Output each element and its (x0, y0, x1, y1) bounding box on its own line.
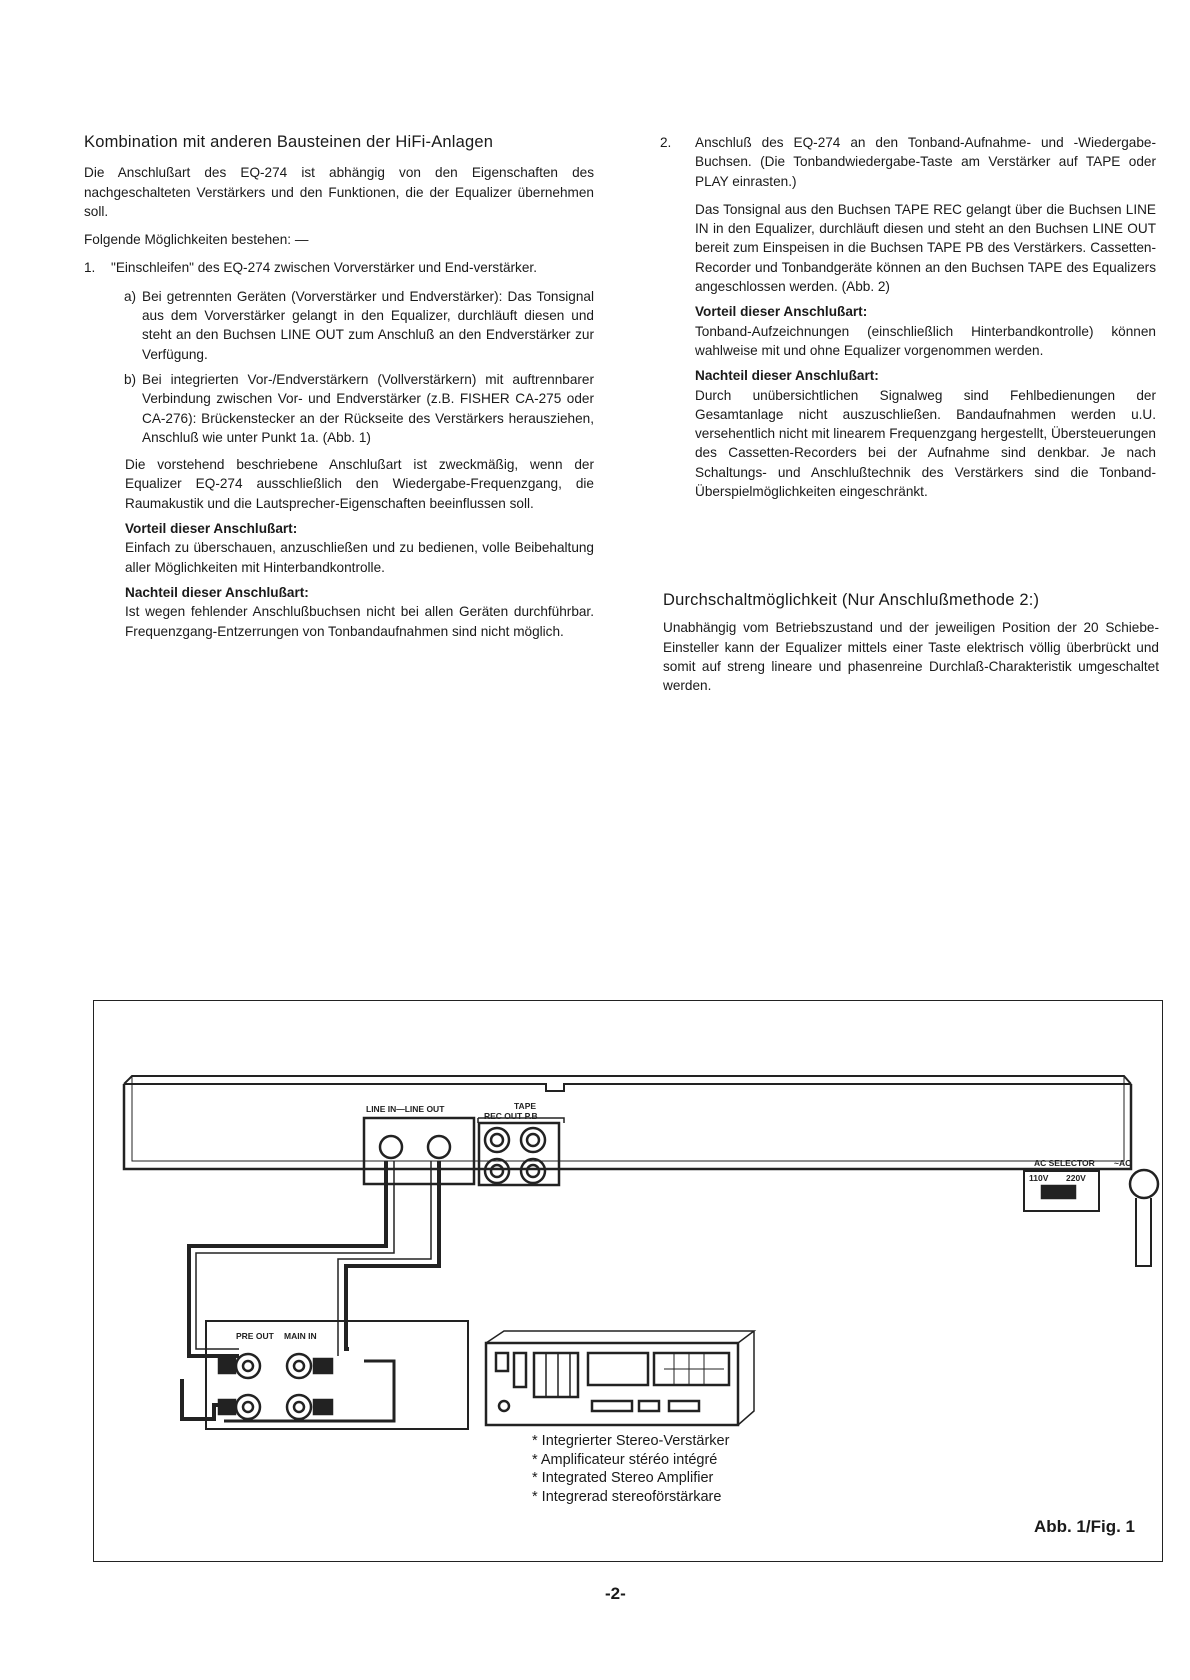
disadvantage-title: Nachteil dieser Anschlußart: (125, 584, 309, 600)
figure-caption (532, 1432, 729, 1506)
disadvantage-text-2: Durch unübersichtlichen Signalweg sind Fehlbedienungen der Gesamtanlage nicht auszuschließen. Bandaufnahmen werden u.U. versehentlich nicht mit linearem Frequenzgang hergestellt, Übersteuerungen des Cassetten-Recorders bei der Aufnahme sind denkbar. Je nach Schaltungs- und Anschlußtechnik des Verstärkers sind die Tonband-Überspielmöglichkeiten eingeschränkt. (695, 387, 1156, 500)
caption-line: * Amplificateur stéréo intégré (532, 1451, 718, 1468)
advantage-title-2: Vorteil dieser Anschlußart: (695, 304, 868, 320)
bypass-section (663, 591, 1159, 701)
v110-label: 110V (1029, 1173, 1049, 1183)
caption-line: * Integrated Stereo Amplifier (532, 1470, 714, 1486)
bypass-text: Unabhängig vom Betriebszustand und der jeweiligen Position der 20 Schiebe-Einsteller kann der Equalizer mittels einer Taste elektrisch völlig überbrückt und somit auf streng lineare und phasenreine Durchlaß-Charakteristik umgeschaltet werden. (663, 620, 1159, 694)
disadvantage-text: Ist wegen fehlender Anschlußbuchsen nicht bei allen Geräten durchführbar. Frequenzgang-Entzerrungen von Tonbandaufnahmen sind nicht möglich. (125, 604, 594, 639)
signal-paragraph: Das Tonsignal aus den Buchsen TAPE REC gelangt über die Buchsen LINE IN in den Equalizer, durchläuft diesen und steht an den Buchsen LINE OUT bereit zum Einspeisen in die Buchsen TAPE PB des Verstärkers. Cassetten-Recorder und Tonbandgeräte können an den Buchsen TAPE des Equalizers angeschlossen werden. (Abb. 2) (695, 201, 1156, 295)
item-1a (124, 287, 594, 364)
ac-label: ~AC (1114, 1158, 1132, 1168)
main-in-label: MAIN IN (284, 1331, 317, 1341)
item-1a-label: a) (124, 288, 137, 304)
caption-line: * Integrerad stereoförstärkare (532, 1488, 722, 1505)
item-1-text: "Einschleifen" des EQ-274 zwischen Vorverstärker und End-verstärker. (111, 260, 537, 276)
item-1b-text: Bei integrierten Vor-/Endverstärkern (Vollverstärkern) mit auftrennbarer Verbindung zwischen Vor- und Endverstärker (z.B. FISHER CA-275 oder CA-276): Brückenstecker an der Rückseite des Verstärkers herausziehen, Anschluß wie unter Punkt 1a. (Abb. 1) (142, 371, 594, 445)
section-heading: Kombination mit anderen Bausteinen der HiFi-Anlagen (84, 133, 494, 151)
intro-paragraph: Die Anschlußart des EQ-274 ist abhängig von den Eigenschaften des nachgeschalteten Verstärkers und den Funktionen, die der Equalizer übernehmen soll. (84, 165, 594, 219)
advantage-text: Einfach zu überschauen, anzuschließen und zu bedienen, volle Beibehaltung aller Möglichkeiten mit Hinterbandkontrolle. (125, 540, 594, 575)
item-1a-text: Bei getrennten Geräten (Vorverstärker und Endverstärker): Das Tonsignal aus dem Vorverstärker gelangt in den Equalizer, durchläuft diesen und steht an den Buchsen LINE OUT zum Anschluß an den Endverstärker zur Verfügung. (142, 288, 594, 362)
item-2-text: Anschluß des EQ-274 an den Tonband-Aufnahme- und -Wiedergabe-Buchsen. (Die Tonbandwiedergabe-Taste am Verstärker auf TAPE oder PLAY einrasten.) (695, 135, 1156, 189)
rec-out-pb-label: REC OUT P.B (484, 1111, 538, 1121)
advantage-title: Vorteil dieser Anschlußart: (125, 521, 298, 537)
left-column (84, 133, 594, 647)
options-line: Folgende Möglichkeiten bestehen: — (84, 232, 309, 248)
caption-line: * Integrierter Stereo-Verstärker (532, 1433, 730, 1449)
item-1 (84, 258, 594, 277)
item-1b-label: b) (124, 371, 137, 387)
figure-connection-diagram (93, 1000, 1163, 1562)
summary-paragraph: Die vorstehend beschriebene Anschlußart ist zweckmäßig, wenn der Equalizer EQ-274 ausschließlich den Wiedergabe-Frequenzgang, die Raumakustik und die Lautsprecher-Eigenschaften beeinflussen soll. (125, 457, 594, 511)
advantage-text-2: Tonband-Aufzeichnungen (einschließlich Hinterbandkontrolle) können wahlweise mit und ohne Equalizer vorgenommen werden. (695, 323, 1156, 358)
ac-selector-label: AC SELECTOR (1034, 1158, 1095, 1168)
item-1b (124, 370, 594, 447)
item-1-number: 1. (84, 260, 96, 276)
item-2-number: 2. (660, 135, 672, 150)
bypass-heading: Durchschaltmöglichkeit (Nur Anschlußmethode 2:) (663, 591, 1040, 609)
equalizer-back-panel (124, 1084, 1131, 1169)
figure-label: Abb. 1/Fig. 1 (1033, 1517, 1135, 1536)
line-in-out-label: LINE IN—LINE OUT (366, 1104, 445, 1114)
v220-label: 220V (1066, 1173, 1086, 1183)
pre-out-label: PRE OUT (236, 1331, 274, 1341)
tape-label: TAPE (514, 1101, 537, 1111)
page-number: -2- (605, 1584, 626, 1603)
item-2 (660, 133, 1156, 191)
tape-jacks (479, 1123, 559, 1185)
right-column (660, 133, 1156, 507)
ac-power-cord (1130, 1170, 1158, 1198)
disadvantage-title-2: Nachteil dieser Anschlußart: (695, 368, 879, 384)
